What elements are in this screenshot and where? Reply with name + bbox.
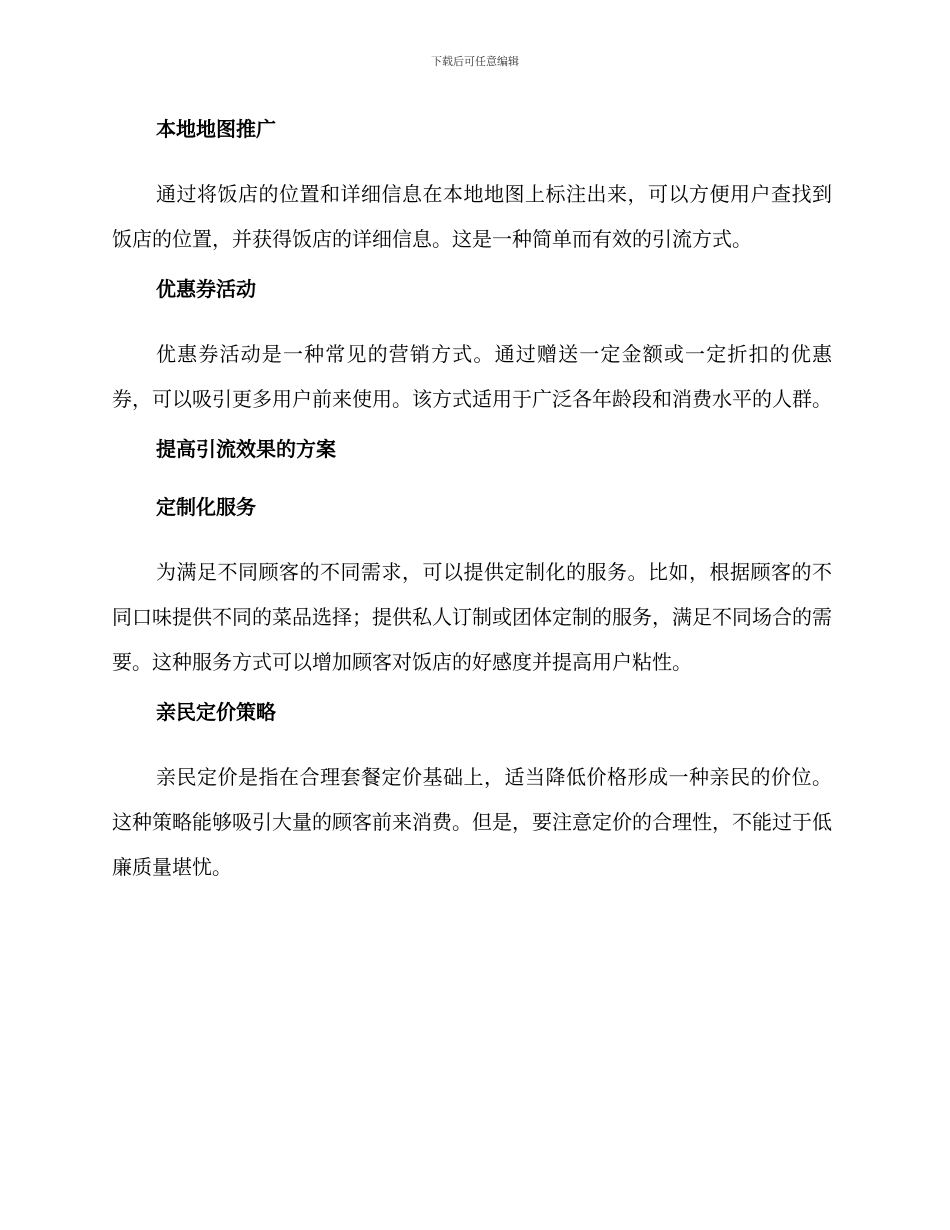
document-body: [112, 114, 832, 902]
paragraph-custom-service: 为满足不同顾客的不同需求，可以提供定制化的服务。比如，根据顾客的不同口味提供不同的菜品选择；提供私人订制或团体定制的服务，满足不同场合的需要。这种服务方式可以增加顾客对饭店的好感度并提高用户粘性。: [112, 560, 832, 674]
section-heading-coupon: 优惠券活动: [156, 277, 256, 301]
section-heading-custom-service: 定制化服务: [156, 495, 256, 519]
section-heading-pricing: 亲民定价策略: [156, 700, 276, 724]
section-heading-improve-plan: 提高引流效果的方案: [156, 437, 336, 461]
paragraph-coupon: 优惠券活动是一种常见的营销方式。通过赠送一定金额或一定折扣的优惠券，可以吸引更多用户前来使用。该方式适用于广泛各年龄段和消费水平的人群。: [112, 342, 832, 411]
page-header: 下载后可任意编辑: [431, 55, 519, 68]
section-heading-local-map: 本地地图推广: [156, 117, 276, 141]
paragraph-pricing: 亲民定价是指在合理套餐定价基础上，适当降低价格形成一种亲民的价位。这种策略能够吸引大量的顾客前来消费。但是，要注意定价的合理性，不能过于低廉质量堪忧。: [112, 765, 832, 879]
paragraph-local-map: 通过将饭店的位置和详细信息在本地地图上标注出来，可以方便用户查找到饭店的位置，并获得饭店的详细信息。这是一种简单而有效的引流方式。: [112, 182, 832, 251]
